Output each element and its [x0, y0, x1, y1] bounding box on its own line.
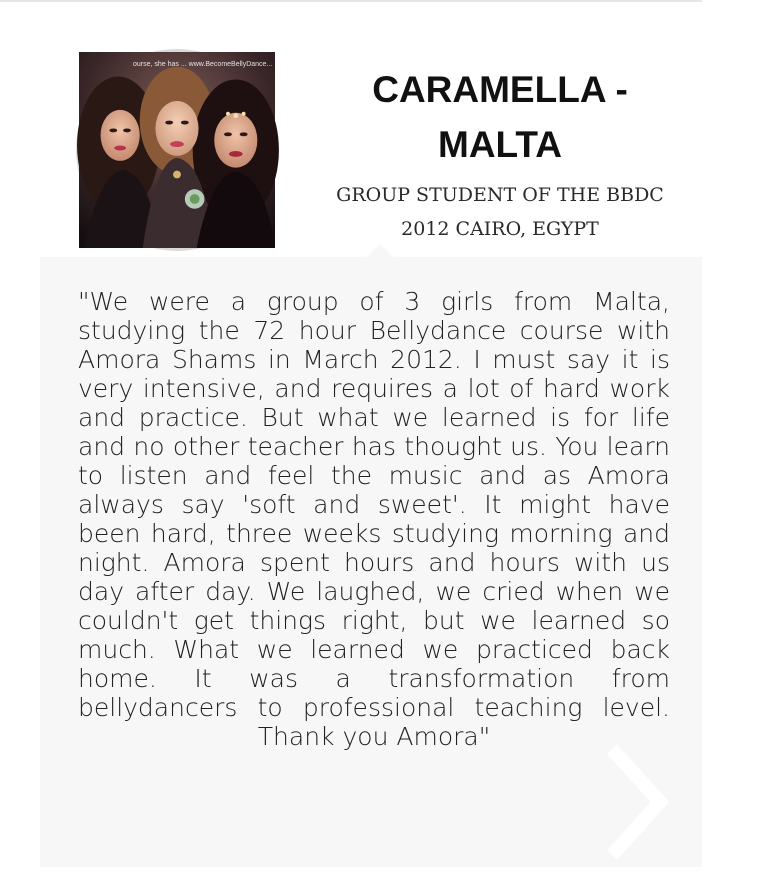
next-testimonial-button[interactable]	[598, 737, 678, 867]
chevron-right-icon	[598, 737, 678, 867]
role-line-1: GROUP STUDENT OF THE BBDC	[336, 184, 664, 206]
testimonial-role	[300, 178, 700, 246]
name-line-2: MALTA	[438, 124, 562, 165]
testimonial-header	[0, 0, 768, 260]
photo-watermark: ourse, she has ... www.BecomeBellyDance...	[133, 61, 273, 68]
avatar	[76, 49, 278, 251]
avatar-photo	[79, 52, 275, 248]
testimonial-name	[340, 62, 660, 172]
testimonial-quote: "We were a group of 3 girls from Malta, studying the 72 hour Bellydance course with Amora Shams in March 2012. I must say it is very intensive, and requires a lot of hard work and practice. But what we learned is for life and no other teacher has thought us. You learn to listen and feel the music and as Amora always say 'soft and sweet'. It might have been hard, three weeks studying morning and night. Amora spent hours and hours with us day after day. We laughed, we cried when we couldn't get things right, but we learned so much. What we learned we practiced back home. It was a transformation from bellydancers to professional teaching level. Thank you Amora"	[78, 287, 670, 751]
role-line-2: 2012 CAIRO, EGYPT	[401, 218, 599, 240]
card-pointer	[367, 244, 393, 257]
name-line-1: CARAMELLA -	[372, 69, 628, 110]
